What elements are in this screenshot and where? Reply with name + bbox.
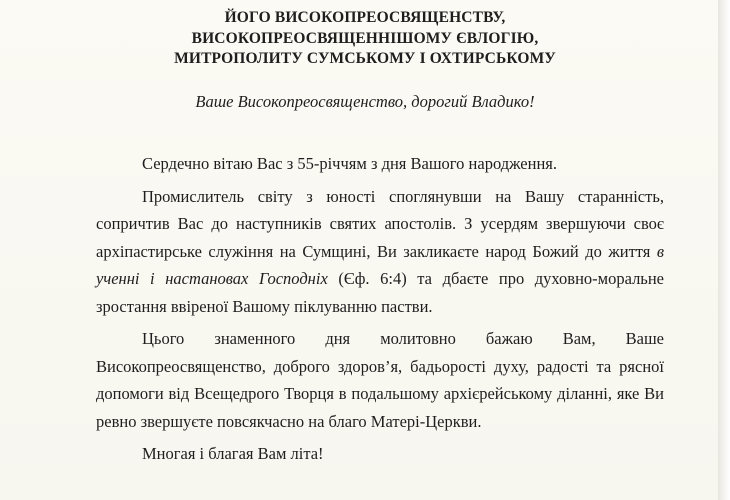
paragraph-ministry-text-2: (Єф. 6:4) та дбаєте про духовно-моральне зростання ввіреної Вашому піклуванню пастви. (96, 269, 664, 316)
page-edge-shadow (718, 0, 730, 500)
paragraph-ministry (96, 183, 664, 321)
addressee-line-2: ВИСОКОПРЕОСВЯЩЕННІШОМУ ЄВЛОГІЮ, (191, 29, 539, 47)
salutation: Ваше Високопреосвященство, дорогий Владико! (195, 92, 535, 111)
paragraph-wishes: Цього знаменного дня молитовно бажаю Вам, Ваше Високопреосвященство, доброго здоров’я, бадьорості духу, радості та рясної допомоги від Всещедрого Творця в подальшому архієрейському діланні, яке Ви ревно звершуєте повсякчасно на благо Матері-Церкви. (96, 329, 664, 431)
paragraph-closing: Многая і благая Вам літа! (142, 444, 324, 463)
addressee-line-1: ЙОГО ВИСОКОПРЕОСВЯЩЕНСТВУ, (224, 9, 506, 26)
letter-body (96, 150, 664, 473)
paragraph-greeting: Сердечно вітаю Вас з 55-річчям з дня Вашого народження. (142, 154, 557, 173)
paragraph-ministry-text-1: Промислитель світу з юності споглянувши на Вашу старанність, сопричтив Вас до наступників святих апостолів. З усердям звершуючи своє архіпастирське служіння на Сумщині, Ви закликаєте народ Божий до життя (96, 186, 664, 261)
addressee-line-3: МИТРОПОЛИТУ СУМСЬКОМУ І ОХТИРСЬКОМУ (174, 50, 556, 67)
addressee-block (0, 8, 730, 70)
scripture-quote: в ученні і настановах Господніх (96, 241, 664, 288)
